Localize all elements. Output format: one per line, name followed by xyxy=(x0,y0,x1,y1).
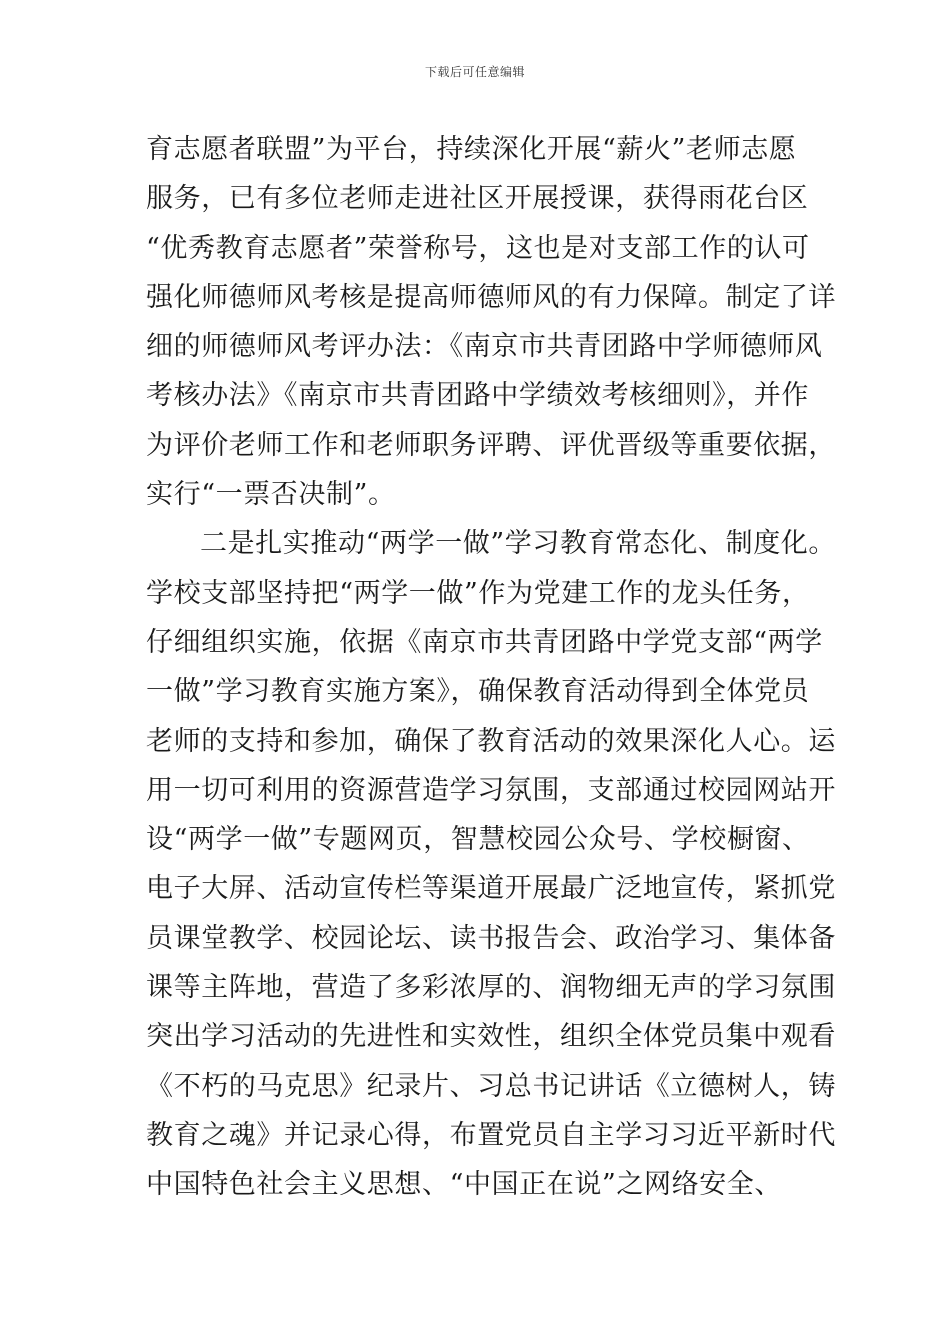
text-line: 电子大屏、活动宣传栏等渠道开展最广泛地宣传，紧抓党 xyxy=(146,873,836,905)
text-line: 实行“一票否决制”。 xyxy=(146,479,396,511)
body-text xyxy=(146,125,837,1210)
text-line: 设“两学一做”专题网页，智慧校园公众号、学校橱窗、 xyxy=(146,824,810,856)
text-line: 学校支部坚持把“两学一做”作为党建工作的龙头任务， xyxy=(146,577,810,609)
text-line: 细的师德师风考评办法：《南京市共青团路中学师德师风 xyxy=(146,331,823,363)
page-header: 下载后可任意编辑 xyxy=(424,65,525,79)
text-line: 课等主阵地，营造了多彩浓厚的、润物细无声的学习氛围 xyxy=(146,972,836,1004)
text-line: 中国特色社会主义思想、“中国正在说”之网络安全、 xyxy=(146,1169,783,1201)
text-line: 仔细组织实施，依据《南京市共青团路中学党支部“两学 xyxy=(146,626,823,658)
text-line: 老师的支持和参加，确保了教育活动的效果深化人心。运 xyxy=(146,725,836,757)
text-line: 《不朽的马克思》纪录片、习总书记讲话《立德树人，铸 xyxy=(146,1070,836,1102)
text-line: “优秀教育志愿者”荣誉称号，这也是对支部工作的认可 xyxy=(146,232,810,264)
text-line: 突出学习活动的先进性和实效性，组织全体党员集中观看 xyxy=(146,1021,836,1053)
text-line: 服务，已有多位老师走进社区开展授课，获得雨花台区 xyxy=(146,183,809,215)
text-line: 教育之魂》并记录心得，布置党员自主学习习近平新时代 xyxy=(146,1119,836,1151)
text-line: 育志愿者联盟”为平台，持续深化开展“薪火”老师志愿 xyxy=(146,134,797,165)
text-line: 强化师德师风考核是提高师德师风的有力保障。制定了详 xyxy=(146,281,836,313)
text-line: 一做”学习教育实施方案》，确保教育活动得到全体党员 xyxy=(146,676,810,708)
text-line: 为评价老师工作和老师职务评聘、评优晋级等重要依据， xyxy=(146,429,836,461)
text-line: 考核办法》《南京市共青团路中学绩效考核细则》，并作 xyxy=(146,380,809,412)
text-line: 员课堂教学、校园论坛、读书报告会、政治学习、集体备 xyxy=(146,922,836,954)
paragraph-start-line: 二是扎实推动“两学一做”学习教育常态化、制度化。 xyxy=(200,528,837,560)
text-line: 用一切可利用的资源营造学习氛围，支部通过校园网站开 xyxy=(146,774,836,806)
